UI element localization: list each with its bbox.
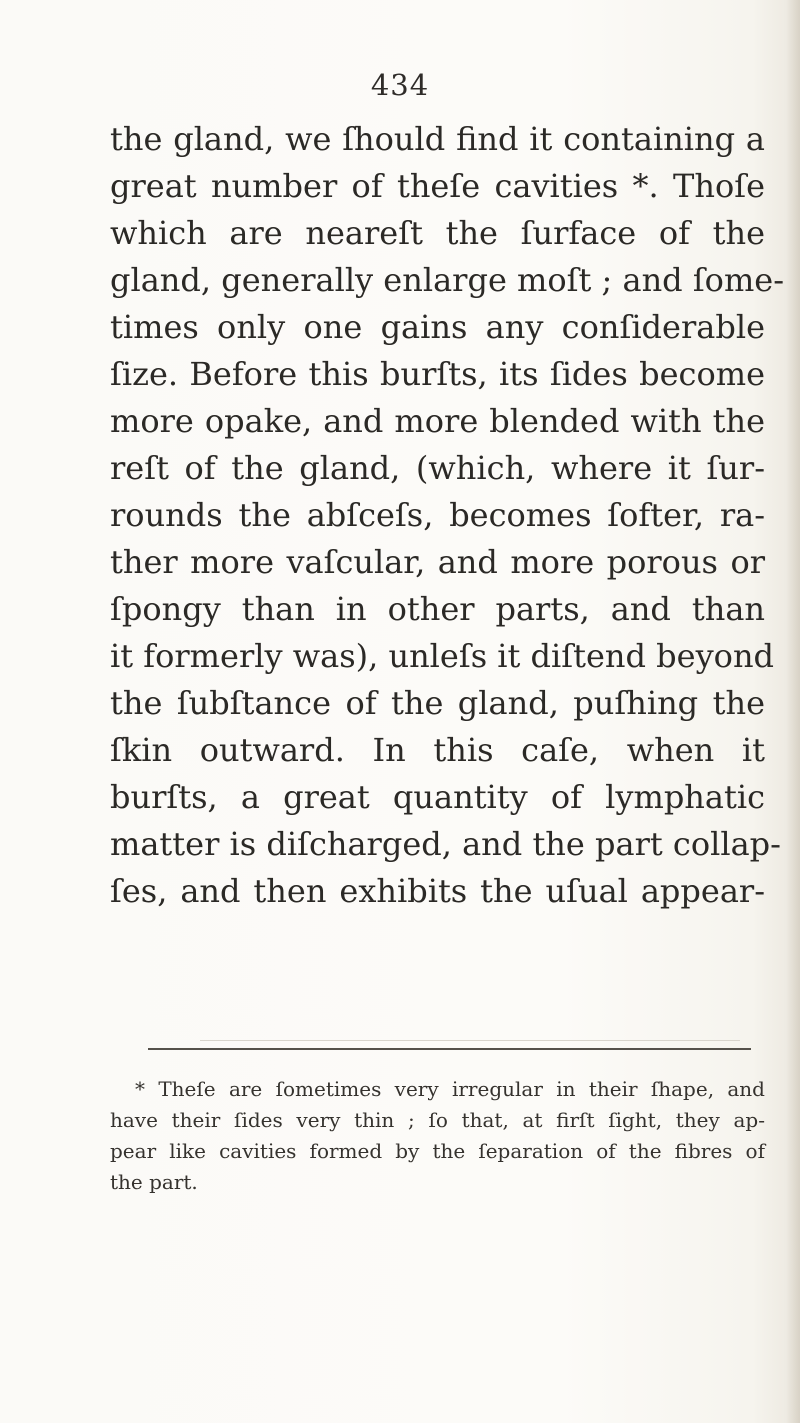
text-line: which are neareſt the ſurface of the <box>110 214 765 252</box>
text-line: ſes, and then exhibits the uſual appear- <box>110 872 765 910</box>
text-line: great number of theſe cavities *. Thoſe <box>110 167 765 205</box>
text-line: ther more vaſcular, and more porous or <box>110 543 765 581</box>
text-line: ſkin outward. In this caſe, when it <box>110 731 765 769</box>
text-line: it formerly was), unleſs it diſtend beyond <box>110 637 775 675</box>
footnote-line: * Theſe are ſometimes very irregular in their ſhape, and <box>135 1077 765 1101</box>
footnote-line: pear like cavities formed by the ſeparation of the fibres of <box>110 1139 765 1163</box>
page-edge-shadow <box>786 0 800 1423</box>
page-number: 434 <box>370 68 430 102</box>
text-line: rounds the abſceſs, becomes ſofter, ra- <box>110 496 765 534</box>
text-line: more opake, and more blended with the <box>110 402 765 440</box>
rule-shadow <box>200 1040 740 1041</box>
text-line: ſize. Before this burſts, its ſides become <box>110 355 765 393</box>
main-text <box>110 116 785 915</box>
text-line: ſpongy than in other parts, and than <box>110 590 765 628</box>
footnote-line: have their ſides very thin ; ſo that, at firſt ſight, they ap- <box>110 1108 765 1132</box>
text-line: reſt of the gland, (which, where it ſur- <box>110 449 765 487</box>
text-line: the ſubſtance of the gland, puſhing the <box>110 684 765 722</box>
text-line: gland, generally enlarge moſt ; and ſome- <box>110 261 785 299</box>
footnote-line: the part. <box>110 1170 198 1194</box>
text-line: matter is diſcharged, and the part collap- <box>110 825 781 863</box>
footnote <box>110 1074 765 1198</box>
text-line: burſts, a great quantity of lymphatic <box>110 778 765 816</box>
text-line: times only one gains any conſiderable <box>110 308 765 346</box>
footnote-divider <box>148 1048 751 1050</box>
text-line: the gland, we ſhould find it containing a <box>110 120 765 158</box>
